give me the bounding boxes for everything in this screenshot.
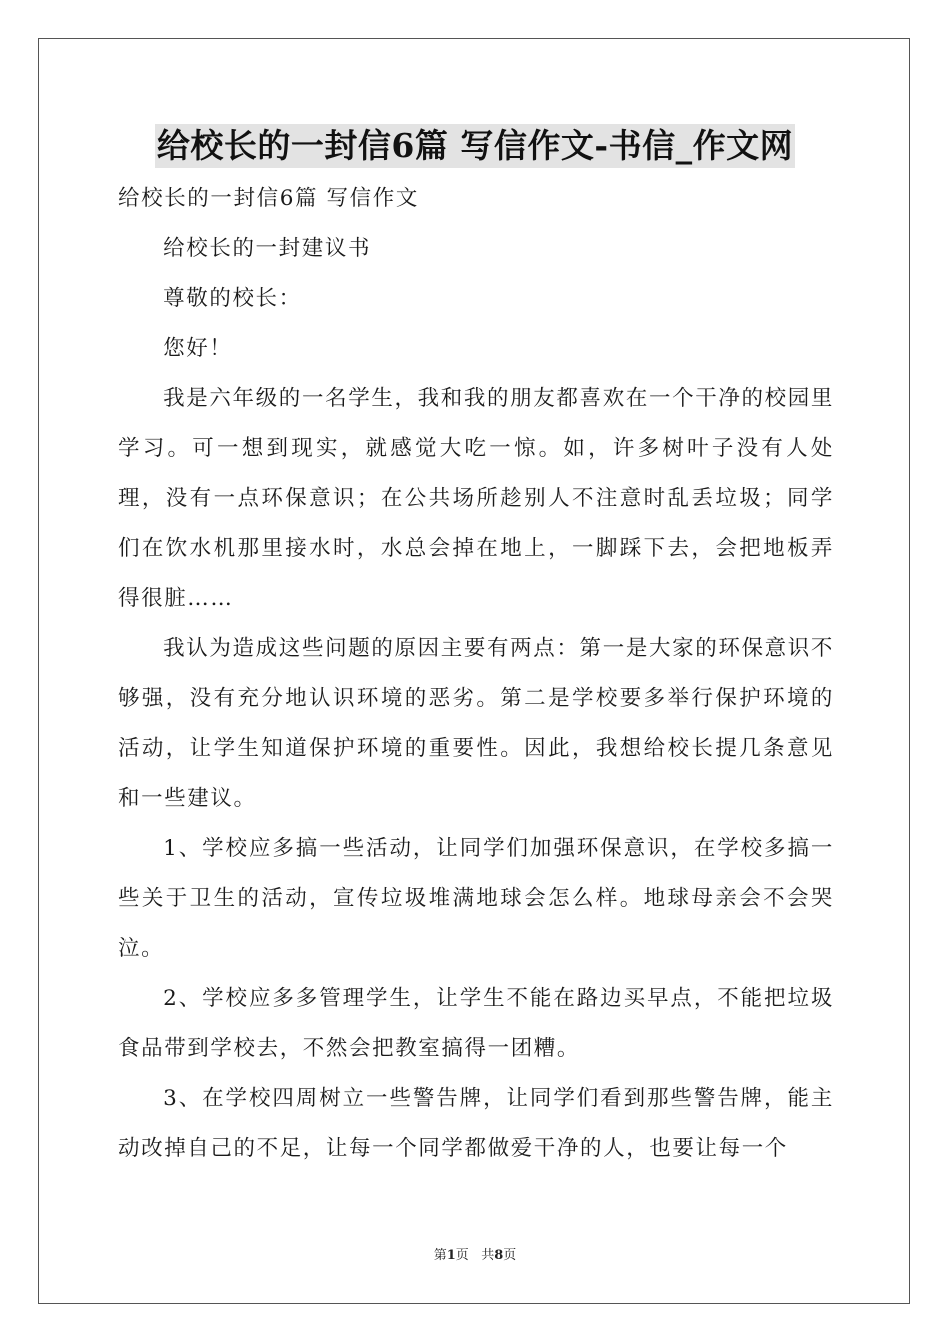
paragraph-greeting: 您好！ <box>163 336 233 361</box>
document-subtitle: 给校长的一封信6篇 写信作文 <box>118 186 419 211</box>
footer-page-prefix: 第 <box>433 1248 447 1263</box>
paragraph-suggestion-3: 3、在学校四周树立一些警告牌，让同学们看到那些警告牌，能主动改掉自己的不足，让每一个同学都做爱干净的人，也要让每一个 <box>118 1086 834 1161</box>
paragraph-suggestion-1: 1、学校应多搞一些活动，让同学们加强环保意识，在学校多搞一些关于卫生的活动，宣传垃圾堆满地球会怎么样。地球母亲会不会哭泣。 <box>118 836 834 961</box>
footer-total-prefix: 共 <box>481 1248 495 1263</box>
footer-total-suffix: 页 <box>503 1248 517 1263</box>
footer-page-number: 1 <box>446 1248 456 1263</box>
paragraph-suggestion-2: 2、学校应多多管理学生，让学生不能在路边买早点，不能把垃圾食品带到学校去，不然会把教室搞得一团糟。 <box>118 986 834 1061</box>
page-footer <box>0 1244 950 1263</box>
paragraph-salutation: 尊敬的校长： <box>163 286 302 311</box>
title-area <box>0 124 950 168</box>
document-title: 给校长的一封信6篇 写信作文-书信_作文网 <box>155 124 795 168</box>
footer-total-pages: 8 <box>494 1248 504 1263</box>
paragraph-heading: 给校长的一封建议书 <box>163 236 372 261</box>
footer-page-mid: 页 <box>455 1248 469 1263</box>
paragraph-body-1: 我是六年级的一名学生，我和我的朋友都喜欢在一个干净的校园里学习。可一想到现实，就感觉大吃一惊。如，许多树叶子没有人处理，没有一点环保意识；在公共场所趁别人不注意时乱丢垃圾；同学们在饮水机那里接水时，水总会掉在地上，一脚踩下去，会把地板弄得很脏…… <box>118 386 834 611</box>
paragraph-body-2: 我认为造成这些问题的原因主要有两点：第一是大家的环保意识不够强，没有充分地认识环境的恶劣。第二是学校要多举行保护环境的活动，让学生知道保护环境的重要性。因此，我想给校长提几条意见和一些建议。 <box>118 636 834 811</box>
